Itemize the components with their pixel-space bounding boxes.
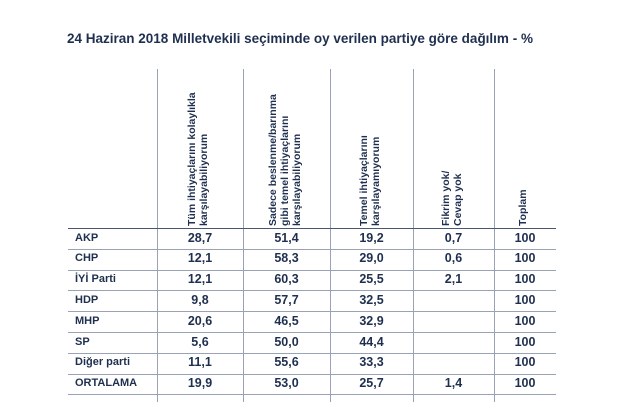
table-cell: 58,3	[274, 251, 299, 266]
grid-hline	[68, 270, 556, 271]
column-header-line: gibi temel ihtiyaçlarını	[278, 115, 291, 226]
column-header-line: karşılayabiliyorum	[290, 133, 303, 226]
grid-hline	[68, 353, 556, 354]
table-cell: 44,4	[359, 334, 384, 349]
table-cell: 46,5	[274, 313, 299, 328]
table-cell: 11,1	[188, 355, 212, 370]
column-header-line: Fikrim yok/	[439, 170, 452, 226]
grid-hline	[68, 332, 556, 333]
table-cell: 29,0	[359, 251, 384, 266]
row-label: İYİ Parti	[75, 273, 116, 286]
grid-hline	[68, 311, 556, 312]
row-label: SP	[75, 335, 90, 348]
table-cell: 100	[514, 313, 536, 328]
table-cell: 12,1	[187, 251, 213, 266]
grid-hline	[68, 290, 556, 291]
table-cell: 25,7	[359, 376, 384, 391]
table-cell: 33,3	[359, 355, 384, 370]
table-cell: 51,4	[274, 230, 299, 245]
column-header	[186, 92, 210, 226]
table-cell: 1,4	[444, 376, 463, 391]
table-cell: 28,7	[187, 230, 213, 245]
column-header-line: Sadece beslenme/barınma	[266, 94, 279, 226]
column-header	[358, 135, 382, 226]
table-cell: 19,9	[187, 376, 213, 391]
table-cell: 2,1	[444, 272, 463, 287]
table-cell: 25,5	[359, 272, 384, 287]
column-header	[440, 171, 464, 226]
grid-hline	[68, 249, 556, 250]
table-cell: 60,3	[274, 272, 299, 287]
column-header-line: Cevap yok	[451, 173, 464, 226]
table-cell: 57,7	[274, 292, 299, 307]
column-header	[267, 94, 303, 226]
row-label: HDP	[75, 293, 99, 306]
table-cell: 100	[514, 334, 536, 349]
table-cell: 50,0	[274, 334, 299, 349]
table-cell: 12,1	[187, 272, 213, 287]
table-cell: 100	[514, 355, 536, 370]
grid-hline	[68, 394, 556, 395]
grid-hline	[68, 228, 556, 229]
chart-title: 24 Haziran 2018 Milletvekili seçiminde oy verilen partiye göre dağılım - %	[67, 31, 533, 46]
table-cell: 100	[514, 272, 536, 287]
column-header-line: karşılayamıyorum	[369, 136, 382, 226]
table-cell: 53,0	[274, 376, 299, 391]
table-cell: 20,6	[187, 313, 213, 328]
table-cell: 100	[514, 376, 536, 391]
row-label: AKP	[75, 231, 99, 244]
table-cell: 32,9	[359, 313, 384, 328]
column-header	[517, 189, 529, 226]
table-cell: 32,5	[359, 292, 384, 307]
table-cell: 9,8	[191, 292, 209, 307]
table-cell: 0,6	[444, 251, 463, 266]
table-cell: 55,6	[274, 355, 299, 370]
table-cell: 100	[514, 251, 536, 266]
column-header-line: Toplam	[517, 189, 529, 226]
row-label: ORTALAMA	[75, 377, 138, 390]
table-cell: 5,6	[191, 334, 209, 349]
column-header-line: Tüm ihtiyaçlarını kolaylıkla	[186, 92, 198, 226]
table-cell: 100	[514, 230, 536, 245]
table-cell: 100	[514, 292, 536, 307]
column-header-line: Temel ihtiyaçlarını	[357, 135, 370, 226]
row-label: Diğer parti	[75, 356, 131, 369]
row-label: MHP	[75, 314, 100, 327]
table-cell: 0,7	[444, 230, 463, 245]
column-header-line: karşılayabiliyorum	[198, 133, 210, 226]
row-label: CHP	[75, 252, 99, 265]
grid-hline	[68, 374, 556, 375]
table-cell: 19,2	[359, 230, 384, 245]
